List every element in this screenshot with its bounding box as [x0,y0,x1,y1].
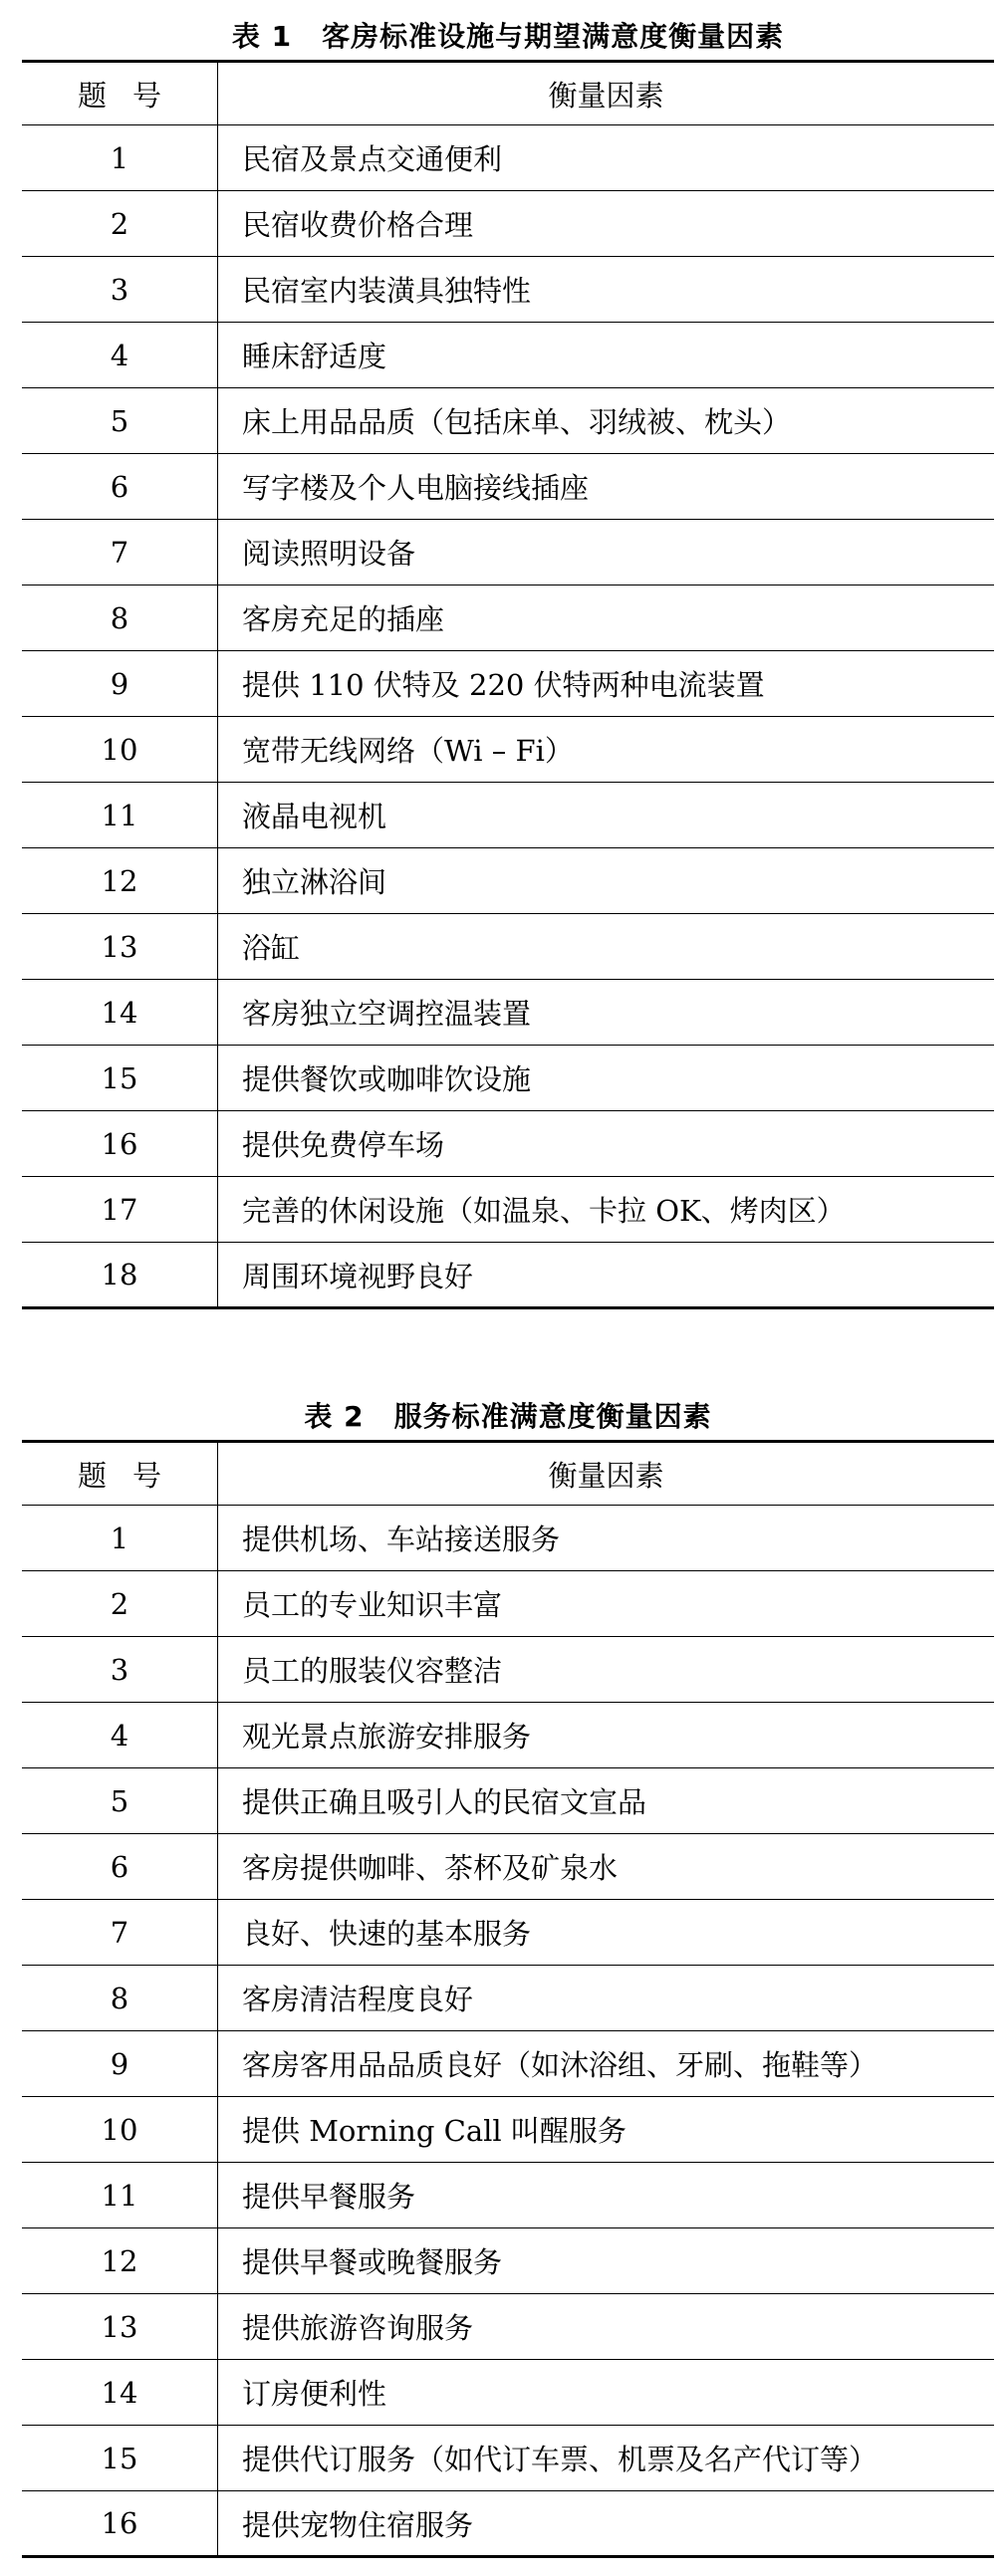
table-row [22,2228,994,2294]
row-number: 11 [22,2163,218,2228]
row-number: 5 [22,388,218,454]
table-row [22,2491,994,2557]
row-factor: 客房充足的插座 [218,585,995,651]
table-row [22,1900,994,1966]
row-number: 1 [22,1506,218,1571]
table-row [22,585,994,651]
row-factor: 睡床舒适度 [218,323,995,388]
row-number: 2 [22,1571,218,1637]
row-number: 7 [22,520,218,585]
row-factor: 订房便利性 [218,2360,995,2426]
row-number: 10 [22,717,218,783]
row-factor: 写字楼及个人电脑接线插座 [218,454,995,520]
table-row [22,257,994,323]
row-factor: 员工的专业知识丰富 [218,1571,995,1637]
row-factor: 提供宠物住宿服务 [218,2491,995,2557]
row-factor: 客房清洁程度良好 [218,1966,995,2031]
row-factor: 周围环境视野良好 [218,1243,995,1308]
table-row [22,2294,994,2360]
row-number: 9 [22,651,218,717]
row-number: 3 [22,1637,218,1703]
row-factor: 提供免费停车场 [218,1111,995,1177]
row-factor: 床上用品品质（包括床单、羽绒被、枕头） [218,388,995,454]
table-1-caption [22,14,994,60]
row-factor: 良好、快速的基本服务 [218,1900,995,1966]
table-row [22,2360,994,2426]
row-factor: 阅读照明设备 [218,520,995,585]
table-row [22,1834,994,1900]
row-number: 12 [22,2228,218,2294]
table-1-caption-number: 表 1 [231,20,293,53]
row-number: 5 [22,1768,218,1834]
row-factor: 提供餐饮或咖啡饮设施 [218,1046,995,1111]
row-factor: 观光景点旅游安排服务 [218,1703,995,1768]
row-factor: 提供早餐或晚餐服务 [218,2228,995,2294]
table-row [22,1966,994,2031]
table-row [22,1506,994,1571]
table-row [22,388,994,454]
row-factor: 浴缸 [218,914,995,980]
table-1-header-number: 题号 [22,62,218,125]
table-row [22,1768,994,1834]
table-row [22,717,994,783]
table-1-block [22,14,994,1309]
row-factor: 客房独立空调控温装置 [218,980,995,1046]
table-row [22,1177,994,1243]
row-number: 4 [22,323,218,388]
table-row [22,1046,994,1111]
table-row [22,2163,994,2228]
row-number: 2 [22,191,218,257]
table-2-caption-number: 表 2 [304,1400,365,1433]
row-factor: 提供代订服务（如代订车票、机票及名产代订等） [218,2426,995,2491]
table-row [22,2426,994,2491]
row-number: 6 [22,454,218,520]
table-row [22,2097,994,2163]
table-1-header-row [22,62,994,125]
row-number: 18 [22,1243,218,1308]
table-1-header-factor: 衡量因素 [218,62,995,125]
row-number: 13 [22,2294,218,2360]
table-1-caption-title: 客房标准设施与期望满意度衡量因素 [322,20,785,53]
row-factor: 客房客用品品质良好（如沐浴组、牙刷、拖鞋等） [218,2031,995,2097]
table-2-caption [22,1394,994,1440]
row-number: 17 [22,1177,218,1243]
row-number: 11 [22,783,218,848]
table-2-header-number: 题号 [22,1442,218,1506]
row-factor: 独立淋浴间 [218,848,995,914]
row-number: 16 [22,2491,218,2557]
row-number: 14 [22,2360,218,2426]
row-number: 6 [22,1834,218,1900]
row-factor: 客房提供咖啡、茶杯及矿泉水 [218,1834,995,1900]
table-row [22,1243,994,1308]
table-2-header-factor: 衡量因素 [218,1442,995,1506]
table-2 [22,1440,994,2558]
row-factor: 提供 110 伏特及 220 伏特两种电流装置 [218,651,995,717]
row-factor: 宽带无线网络（Wi – Fi） [218,717,995,783]
row-factor: 完善的休闲设施（如温泉、卡拉 OK、烤肉区） [218,1177,995,1243]
row-number: 4 [22,1703,218,1768]
table-row [22,1111,994,1177]
row-number: 10 [22,2097,218,2163]
table-row [22,2031,994,2097]
table-row [22,323,994,388]
row-number: 15 [22,1046,218,1111]
table-row [22,191,994,257]
table-row [22,914,994,980]
table-row [22,520,994,585]
row-number: 3 [22,257,218,323]
row-factor: 液晶电视机 [218,783,995,848]
table-row [22,783,994,848]
table-2-caption-title: 服务标准满意度衡量因素 [393,1400,712,1433]
row-number: 1 [22,125,218,191]
table-row [22,1637,994,1703]
row-factor: 员工的服装仪容整洁 [218,1637,995,1703]
row-factor: 提供 Morning Call 叫醒服务 [218,2097,995,2163]
table-row [22,125,994,191]
row-factor: 提供正确且吸引人的民宿文宣品 [218,1768,995,1834]
row-factor: 提供旅游咨询服务 [218,2294,995,2360]
row-number: 16 [22,1111,218,1177]
row-factor: 民宿室内装潢具独特性 [218,257,995,323]
row-number: 7 [22,1900,218,1966]
row-factor: 提供早餐服务 [218,2163,995,2228]
table-2-header-row [22,1442,994,1506]
row-number: 15 [22,2426,218,2491]
table-row [22,454,994,520]
row-number: 8 [22,1966,218,2031]
row-number: 14 [22,980,218,1046]
row-number: 9 [22,2031,218,2097]
table-row [22,1703,994,1768]
table-row [22,848,994,914]
table-row [22,1571,994,1637]
row-factor: 提供机场、车站接送服务 [218,1506,995,1571]
table-row [22,651,994,717]
table-2-block [22,1394,994,2558]
row-factor: 民宿及景点交通便利 [218,125,995,191]
row-number: 13 [22,914,218,980]
table-2-body [22,1506,994,2557]
row-number: 12 [22,848,218,914]
table-row [22,980,994,1046]
row-number: 8 [22,585,218,651]
table-1-body [22,125,994,1308]
table-1 [22,60,994,1309]
row-factor: 民宿收费价格合理 [218,191,995,257]
